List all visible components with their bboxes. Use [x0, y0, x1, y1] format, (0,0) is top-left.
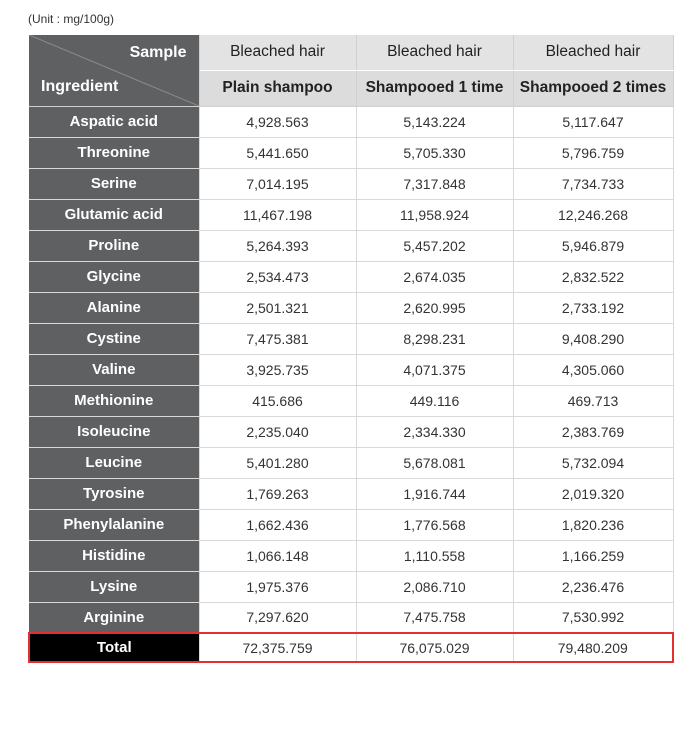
value-cell: 2,383.769 — [513, 416, 673, 447]
value-cell: 5,117.647 — [513, 106, 673, 137]
value-cell: 1,166.259 — [513, 540, 673, 571]
total-value: 76,075.029 — [356, 633, 513, 662]
value-cell: 5,441.650 — [199, 137, 356, 168]
unit-label: (Unit : mg/100g) — [28, 12, 115, 26]
value-cell: 4,305.060 — [513, 354, 673, 385]
value-cell: 2,733.192 — [513, 292, 673, 323]
table-row — [29, 168, 673, 199]
value-cell: 2,674.035 — [356, 261, 513, 292]
column-header-bottom: Shampooed 1 time — [356, 70, 513, 106]
value-cell: 1,916.744 — [356, 478, 513, 509]
value-cell: 1,769.263 — [199, 478, 356, 509]
value-cell: 7,014.195 — [199, 168, 356, 199]
value-cell: 2,501.321 — [199, 292, 356, 323]
value-cell: 5,678.081 — [356, 447, 513, 478]
table-row — [29, 385, 673, 416]
value-cell: 2,534.473 — [199, 261, 356, 292]
ingredient-label: Ingredient — [41, 78, 119, 95]
value-cell: 1,776.568 — [356, 509, 513, 540]
table-row — [29, 540, 673, 571]
table-row — [29, 261, 673, 292]
table-row — [29, 602, 673, 633]
value-cell: 11,958.924 — [356, 199, 513, 230]
ingredient-name: Tyrosine — [29, 478, 199, 509]
ingredient-name: Alanine — [29, 292, 199, 323]
table-row — [29, 230, 673, 261]
ingredient-name: Histidine — [29, 540, 199, 571]
value-cell: 5,796.759 — [513, 137, 673, 168]
value-cell: 2,236.476 — [513, 571, 673, 602]
table-row — [29, 137, 673, 168]
ingredient-name: Leucine — [29, 447, 199, 478]
value-cell: 7,530.992 — [513, 602, 673, 633]
table-header — [29, 35, 673, 106]
ingredient-name: Glutamic acid — [29, 199, 199, 230]
value-cell: 7,475.381 — [199, 323, 356, 354]
total-value: 79,480.209 — [513, 633, 673, 662]
total-label: Total — [29, 633, 199, 662]
ingredient-name: Proline — [29, 230, 199, 261]
table-row — [29, 571, 673, 602]
ingredient-name: Isoleucine — [29, 416, 199, 447]
value-cell: 4,071.375 — [356, 354, 513, 385]
table-row — [29, 323, 673, 354]
value-cell: 11,467.198 — [199, 199, 356, 230]
value-cell: 8,298.231 — [356, 323, 513, 354]
ingredient-name: Threonine — [29, 137, 199, 168]
total-value: 72,375.759 — [199, 633, 356, 662]
ingredient-name: Cystine — [29, 323, 199, 354]
value-cell: 2,019.320 — [513, 478, 673, 509]
ingredient-name: Serine — [29, 168, 199, 199]
column-header-bottom: Plain shampoo — [199, 70, 356, 106]
value-cell: 3,925.735 — [199, 354, 356, 385]
value-cell: 449.116 — [356, 385, 513, 416]
table-row — [29, 292, 673, 323]
value-cell: 5,401.280 — [199, 447, 356, 478]
value-cell: 2,334.330 — [356, 416, 513, 447]
value-cell: 469.713 — [513, 385, 673, 416]
table-row — [29, 416, 673, 447]
total-row — [29, 633, 673, 662]
ingredient-name: Lysine — [29, 571, 199, 602]
ingredient-name: Aspatic acid — [29, 106, 199, 137]
value-cell: 7,734.733 — [513, 168, 673, 199]
value-cell: 1,975.376 — [199, 571, 356, 602]
value-cell: 1,066.148 — [199, 540, 356, 571]
value-cell: 1,662.436 — [199, 509, 356, 540]
value-cell: 2,620.995 — [356, 292, 513, 323]
amino-acid-table — [28, 35, 674, 663]
value-cell: 9,408.290 — [513, 323, 673, 354]
value-cell: 12,246.268 — [513, 199, 673, 230]
ingredient-name: Glycine — [29, 261, 199, 292]
value-cell: 2,832.522 — [513, 261, 673, 292]
ingredient-name: Phenylalanine — [29, 509, 199, 540]
value-cell: 1,110.558 — [356, 540, 513, 571]
value-cell: 4,928.563 — [199, 106, 356, 137]
table-row — [29, 354, 673, 385]
column-header-top: Bleached hair — [199, 35, 356, 70]
table-row — [29, 478, 673, 509]
value-cell: 5,264.393 — [199, 230, 356, 261]
sample-label: Sample — [129, 44, 187, 61]
value-cell: 415.686 — [199, 385, 356, 416]
value-cell: 2,235.040 — [199, 416, 356, 447]
header-corner-cell — [29, 35, 199, 106]
value-cell: 5,457.202 — [356, 230, 513, 261]
column-header-top: Bleached hair — [513, 35, 673, 70]
value-cell: 7,297.620 — [199, 602, 356, 633]
value-cell: 5,732.094 — [513, 447, 673, 478]
column-header-bottom: Shampooed 2 times — [513, 70, 673, 106]
table-row — [29, 447, 673, 478]
ingredient-name: Arginine — [29, 602, 199, 633]
value-cell: 2,086.710 — [356, 571, 513, 602]
column-header-top: Bleached hair — [356, 35, 513, 70]
value-cell: 1,820.236 — [513, 509, 673, 540]
ingredient-name: Methionine — [29, 385, 199, 416]
table-row — [29, 509, 673, 540]
table-body — [29, 106, 673, 662]
table-row — [29, 106, 673, 137]
value-cell: 7,475.758 — [356, 602, 513, 633]
value-cell: 5,946.879 — [513, 230, 673, 261]
ingredient-name: Valine — [29, 354, 199, 385]
value-cell: 7,317.848 — [356, 168, 513, 199]
value-cell: 5,705.330 — [356, 137, 513, 168]
table-row — [29, 199, 673, 230]
value-cell: 5,143.224 — [356, 106, 513, 137]
